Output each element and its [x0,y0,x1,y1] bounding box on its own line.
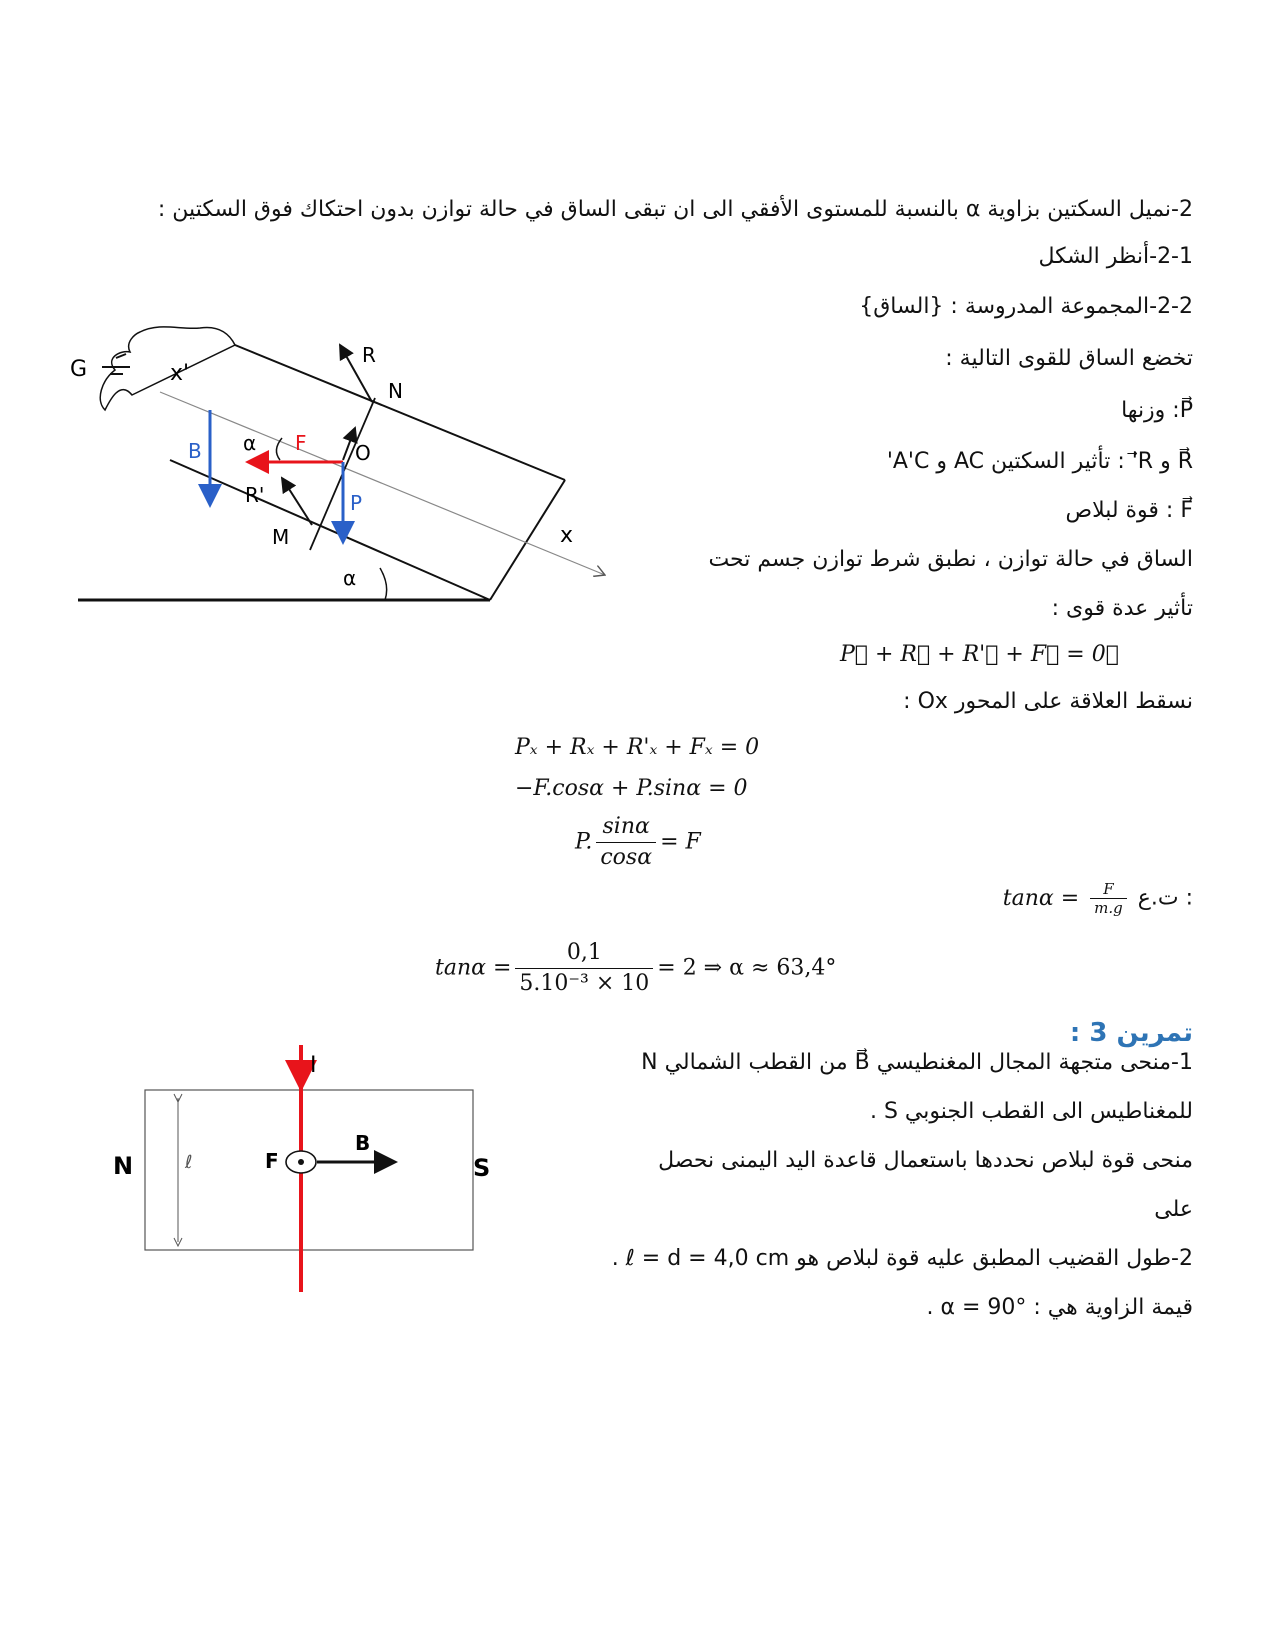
eq4-suffix: = F [660,829,701,855]
label-G: G [70,357,88,382]
eq4-denominator: cosα [596,842,656,873]
equation-ratio [575,812,701,873]
circuit-outline [100,327,235,410]
text-line-17: قيمة الزاوية هي : α = 90° . [926,1295,1193,1320]
text-line-4: تخضع الساق للقوى التالية : [945,346,1193,371]
label-N: N [388,379,403,403]
vector-Rprime [282,478,312,525]
eq4-numerator: sinα [602,814,650,839]
angle-arc-bottom [380,568,387,600]
text-line-10: نسقط العلاقة على المحور Ox : [903,689,1193,714]
label-O: O [355,441,371,465]
label-B: B [188,439,202,463]
tan-formula [1002,880,1131,917]
text-line-12: 1-منحى متجهة المجال المغنطيسي B⃗ من القطب الشمالي N [641,1050,1193,1075]
label-M: M [272,525,290,549]
label-I: I [310,1053,317,1078]
eq5-prefix: tanα = [435,955,512,981]
label-alpha-top: α [243,431,257,455]
label-P: P [350,491,363,515]
text-line-15: على [1154,1197,1193,1222]
numeric-app-label: : ت.ع [1137,885,1193,911]
text-line-3: 2-2-المجموعة المدروسة : {الساق} [859,294,1193,319]
text-line-7: F⃗ : قوة لبلاص [1065,498,1193,523]
label-F-vector: F [265,1149,279,1173]
eq5-fraction [515,938,653,999]
label-alpha-bottom: α [343,566,357,590]
label-N-pole: N [113,1152,134,1180]
force-dot [298,1159,304,1165]
text-line-2: 2-1-أنظر الشكل [1038,244,1193,269]
equation-cos-sin: −F.cosα + P.sinα = 0 [515,776,748,801]
text-line-13: للمغناطيس الى القطب الجنوبي S . [869,1099,1193,1124]
label-xprime: x' [170,361,190,386]
eq4-fraction [596,812,656,873]
eq5-denominator: 5.10⁻³ × 10 [515,968,653,999]
label-x: x [560,523,574,548]
text-line-11 [1003,880,1193,917]
label-ell: ℓ [185,1152,193,1173]
text-line-14: منحى قوة لبلاص نحددها باستعمال قاعدة اليد اليمنى نحصل [658,1148,1193,1173]
text-line-1: 2-نميل السكتين بزاوية α بالنسبة للمستوى الأفقي الى ان تبقى الساق في حالة توازن بدون احتكاك فوق السكتين : [157,197,1193,222]
figure-inclined-rails [60,320,620,620]
eq5-suffix: = 2 ⇒ α ≈ 63,4° [657,955,837,981]
tan-expr: tanα = [1002,885,1080,911]
tan-numerator: F [1103,880,1114,898]
text-line-9: تأثير عدة قوى : [1051,596,1193,621]
rail-end [490,480,565,600]
label-R: R [362,343,376,367]
equation-projection: Pₓ + Rₓ + R'ₓ + Fₓ = 0 [515,735,760,760]
equation-equilibrium: P⃗ + R⃗ + R'⃗ + F⃗ = 0⃗ [840,642,1119,667]
tan-fraction [1090,880,1127,917]
eq4-prefix: P. [575,829,593,855]
upper-rail [235,345,565,480]
axis-xx [160,392,605,575]
equation-tan-value [435,938,836,999]
eq5-numerator: 0,1 [566,940,602,965]
label-F: F [295,431,307,455]
figure-magnet-rod [105,1040,525,1310]
label-B-vector: B [355,1131,371,1155]
label-Rprime: R' [245,483,265,507]
text-line-6: R⃗ و R'⃗ : تأثير السكتين AC و A'C' [886,449,1193,474]
tan-denominator: m.g [1090,898,1127,917]
exercise-3-heading: تمرين 3 : [1069,1018,1193,1048]
text-line-5: P⃗: وزنها [1121,398,1193,423]
text-line-8: الساق في حالة توازن ، نطبق شرط توازن جسم تحت [708,547,1193,572]
lower-rail [170,460,490,600]
text-line-16: 2-طول القضيب المطبق عليه قوة لبلاص هو ℓ = d = 4,0 cm . [611,1246,1193,1271]
label-S-pole: S [473,1154,491,1182]
vector-ON [343,428,355,460]
